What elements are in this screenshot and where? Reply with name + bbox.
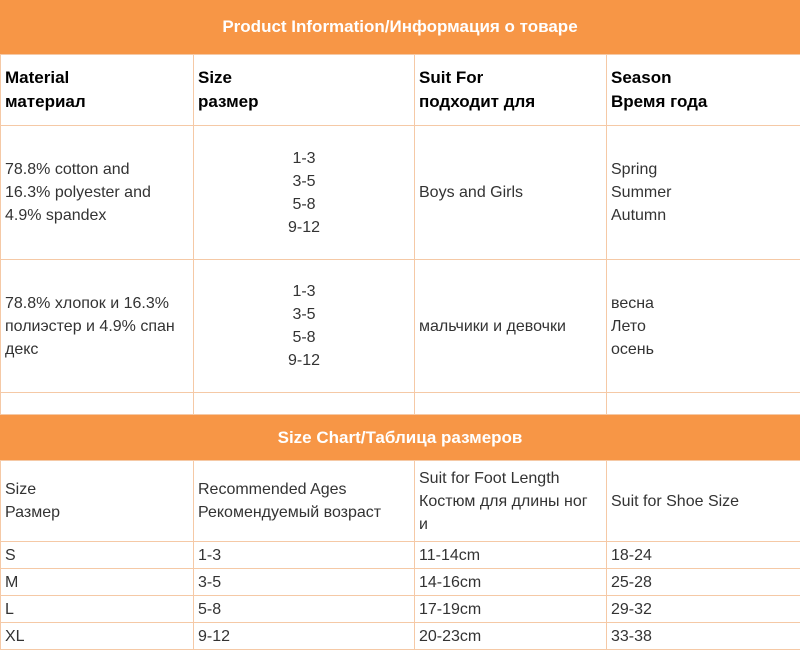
material-cell: 78.8% cotton and 16.3% polyester and 4.9% spandex xyxy=(1,126,194,260)
product-info-title: Product Information/Информация о товаре xyxy=(222,17,578,36)
age-cell: 9-12 xyxy=(194,623,415,650)
foot-length-cell: 17-19cm xyxy=(415,596,607,623)
size-cell: 1-3 3-5 5-8 9-12 xyxy=(194,260,415,393)
header-shoe-size: Suit for Shoe Size xyxy=(607,461,800,542)
age-cell: 1-3 xyxy=(194,542,415,569)
foot-length-cell: 11-14cm xyxy=(415,542,607,569)
shoe-size-cell: 29-32 xyxy=(607,596,800,623)
age-cell: 5-8 xyxy=(194,596,415,623)
size-cell: XL xyxy=(1,623,194,650)
table-row xyxy=(1,596,800,623)
shoe-size-cell: 33-38 xyxy=(607,623,800,650)
product-info-banner xyxy=(0,0,800,54)
size-chart-table xyxy=(0,460,800,650)
suit-for-cell: мальчики и девочки xyxy=(415,260,607,393)
size-chart-title: Size Chart/Таблица размеров xyxy=(277,427,523,447)
header-foot-length: Suit for Foot Length Костюм для длины ног и xyxy=(415,461,607,542)
header-size: Size Размер xyxy=(1,461,194,542)
size-chart-header-row xyxy=(1,461,800,542)
foot-length-cell: 14-16cm xyxy=(415,569,607,596)
material-cell: 78.8% хлопок и 16.3% полиэстер и 4.9% спан декс xyxy=(1,260,194,393)
size-cell: 1-3 3-5 5-8 9-12 xyxy=(194,126,415,260)
table-row xyxy=(1,623,800,650)
product-info-row-english xyxy=(1,126,800,260)
size-cell: M xyxy=(1,569,194,596)
size-cell: L xyxy=(1,596,194,623)
size-cell: S xyxy=(1,542,194,569)
season-cell: весна Лето осень xyxy=(607,260,800,393)
header-material: Material материал xyxy=(1,55,194,126)
header-size: Size размер xyxy=(194,55,415,126)
age-cell: 3-5 xyxy=(194,569,415,596)
product-info-table xyxy=(0,54,800,415)
size-chart-banner xyxy=(0,415,800,460)
table-row xyxy=(1,542,800,569)
season-cell: Spring Summer Autumn xyxy=(607,126,800,260)
header-suit-for: Suit For подходит для xyxy=(415,55,607,126)
shoe-size-cell: 25-28 xyxy=(607,569,800,596)
product-info-row-russian xyxy=(1,260,800,393)
product-info-header-row xyxy=(1,55,800,126)
header-recommended-ages: Recommended Ages Рекомендуемый возраст xyxy=(194,461,415,542)
shoe-size-cell: 18-24 xyxy=(607,542,800,569)
product-info-empty-row xyxy=(1,393,800,415)
header-season: Season Время года xyxy=(607,55,800,126)
table-row xyxy=(1,569,800,596)
foot-length-cell: 20-23cm xyxy=(415,623,607,650)
suit-for-cell: Boys and Girls xyxy=(415,126,607,260)
